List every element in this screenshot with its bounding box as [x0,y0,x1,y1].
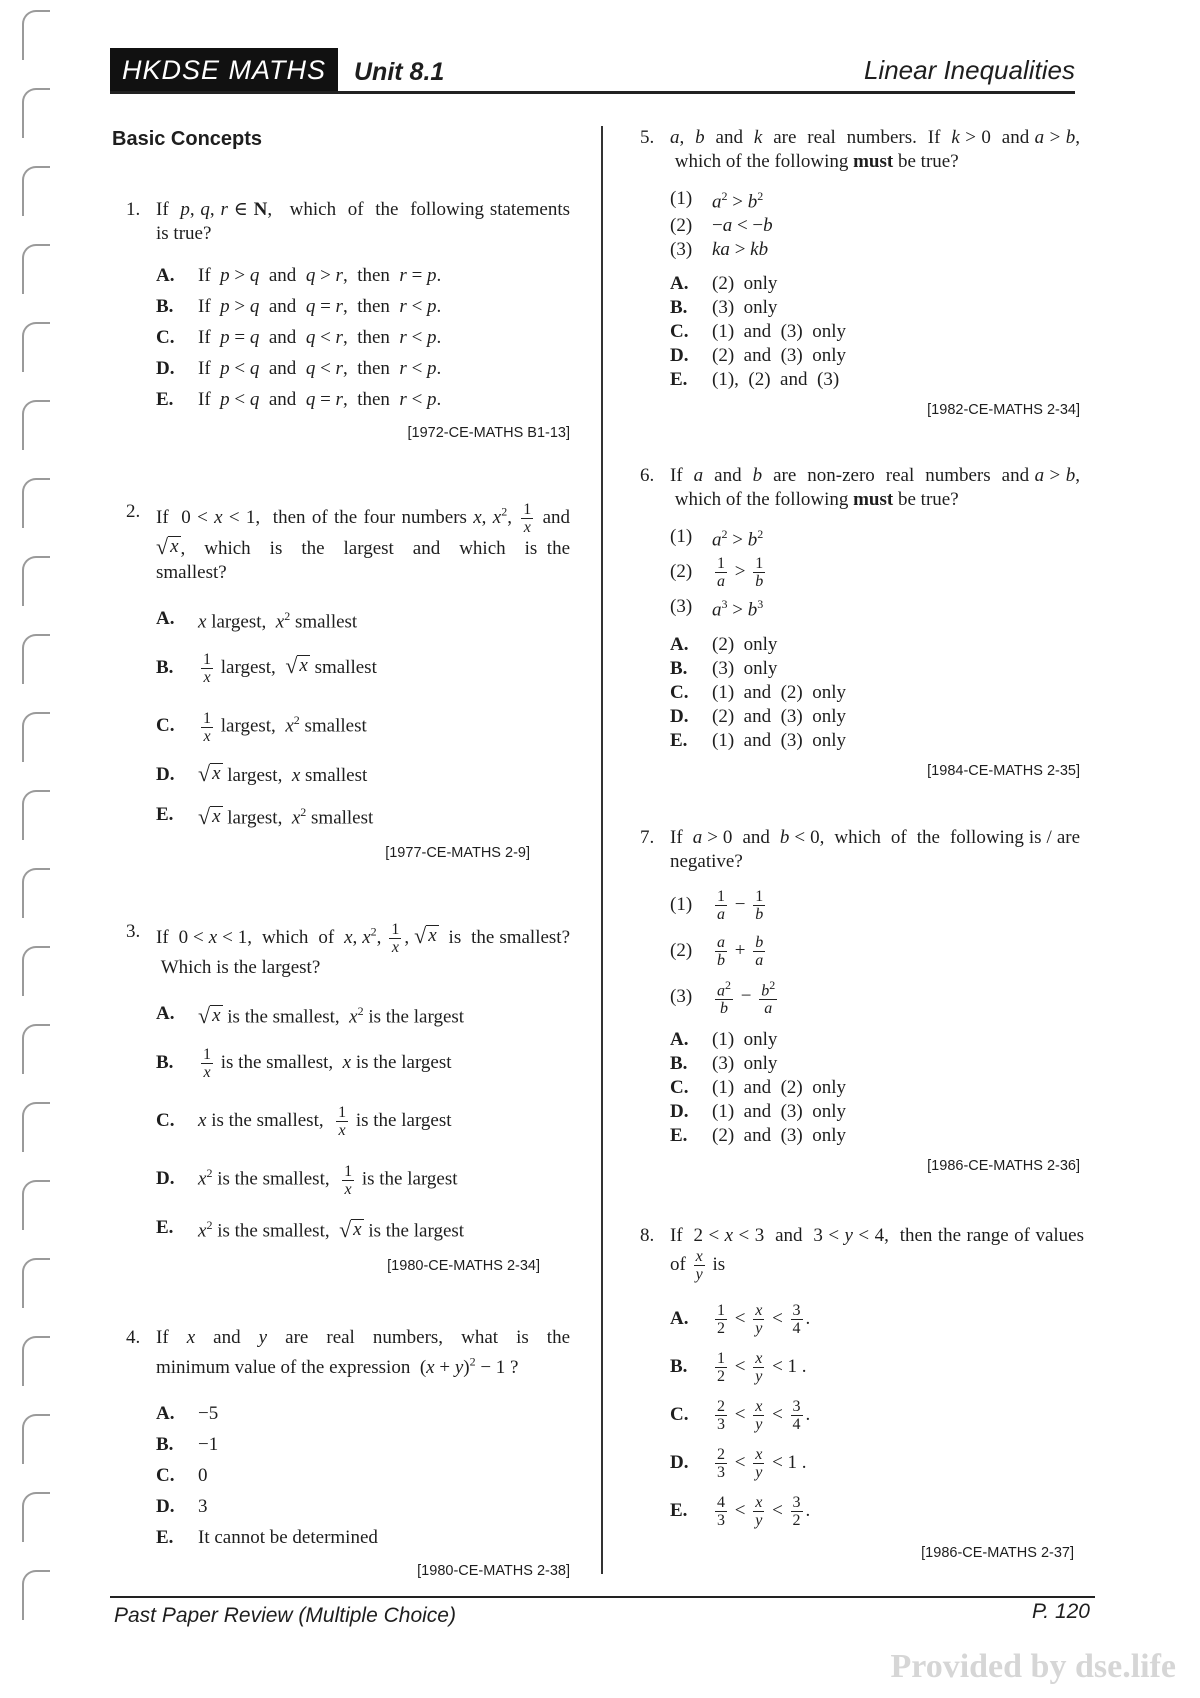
option-letter: A. [670,1308,689,1329]
question-stem [640,826,1080,874]
statement-2: (2) $\frac{a}{b}$ + $\frac{b}{a}$ [670,933,764,969]
binder-ring [22,790,50,840]
source-reference: [1986-CE-MATHS 2-36] [927,1158,1080,1174]
statement-3: (3) ka > kb [670,239,769,261]
option-e[interactable]: E. (1), (2) and (3) [670,369,840,391]
option-letter: C. [156,1110,175,1132]
options [670,633,1080,753]
stem-text: If a and b are non-zero real numbers and a > b, which of the following must be true? [670,465,1081,510]
options [156,994,570,1248]
option-letter: E. [670,1500,688,1521]
option-e[interactable]: E. (2) and (3) only [670,1125,847,1146]
option-e[interactable]: E. $\frac{4}{3}$ < $\frac{x}{y}$ < $\frac{3}{2}$ . [670,1493,811,1529]
option-letter: E. [156,1217,174,1239]
options [156,599,570,835]
option-e[interactable]: E. √ x largest, $x^2$ smallest [156,803,374,829]
source-reference: [1972-CE-MATHS B1-13] [407,425,570,441]
option-b[interactable]: B. (3) only [670,297,778,319]
option-a[interactable] [156,1398,570,1429]
option-a[interactable]: A. (2) only [670,633,778,655]
question-number: 5. [640,127,655,148]
option-letter: C. [156,326,175,348]
option-text: 3 [198,1495,208,1517]
stem-text: If 2 < x < 3 and 3 < y < 4, then the range of values of $\frac{x}{y}$ is [670,1225,1084,1283]
footer-title: Past Paper Review (Multiple Choice) [114,1604,456,1627]
question-3 [126,920,570,1278]
option-letter: B. [156,1052,174,1074]
option-c[interactable]: C. If p = q and q < r, then r < p. [156,326,442,348]
source-reference: [1986-CE-MATHS 2-37] [921,1545,1074,1561]
statement-2: (2) $\frac{1}{a}$ > $\frac{1}{b}$ [670,554,764,590]
binder-ring [22,712,50,762]
option-d[interactable]: D. $\frac{2}{3}$ < $\frac{x}{y}$ < 1 . [670,1445,807,1481]
question-number: 1. [126,199,141,220]
option-letter: D. [156,357,175,379]
question-stem [640,464,1080,512]
option-letter: D. [156,1495,175,1517]
option-letter: C. [670,1404,689,1425]
binder-ring [22,1180,50,1230]
binder-ring [22,868,50,918]
source-reference: [1980-CE-MATHS 2-38] [417,1563,570,1580]
option-e[interactable]: E. If p < q and q = r, then r < p. [156,388,442,410]
page-header [110,48,1075,92]
options [156,1398,570,1553]
question-7 [640,826,1080,1178]
options [670,1028,1080,1148]
option-letter: C. [156,1464,175,1486]
option-letter: A. [156,1402,175,1424]
option-c[interactable]: C. (1) and (2) only [670,681,847,703]
option-letter: A. [156,608,175,630]
stem-text: If a > 0 and b < 0, which of the following is / are negative? [670,827,1081,872]
option-letter: A. [156,1003,175,1025]
page-number: P. 120 [1031,1600,1090,1623]
statement-3: (3) $\frac{a^2}{b}$ − $\frac{b^2}{a}$ [670,977,776,1018]
option-e[interactable]: E. (1) and (3) only [670,729,847,751]
option-a[interactable]: A. x largest, $x^2$ smallest [156,608,358,633]
option-c[interactable] [156,1460,570,1491]
binder-ring [22,556,50,606]
statements [670,184,1080,262]
option-letter: D. [670,1452,689,1473]
option-d[interactable]: D. √ x largest, x smallest [156,760,368,786]
statements [670,882,1080,1020]
stem-text: a, b and k are real numbers. If k > 0 and a > b, which of the following must be true? [670,127,1081,172]
option-b[interactable] [156,1429,570,1460]
option-a[interactable]: A. (1) only [670,1029,778,1050]
binder-ring [22,1102,50,1152]
binder-ring [22,400,50,450]
option-letter: E. [156,804,174,826]
binder-ring [22,244,50,294]
option-b[interactable]: B. (3) only [670,657,778,679]
stem-text: If x and y are real numbers, what is the minimum value of the expression $(x + y)^2 - 1$ ? [156,1327,570,1379]
binder-ring [22,10,50,60]
option-letter: E. [156,388,174,410]
binder-ring [22,166,50,216]
source-reference: [1977-CE-MATHS 2-9] [385,845,530,862]
option-letter: D. [156,764,175,786]
question-4 [126,1326,570,1583]
binder-ring [22,1414,50,1464]
question-stem [126,500,570,585]
option-e[interactable] [156,1522,570,1553]
option-text: It cannot be determined [198,1526,378,1548]
statement-2: (2) −a < −b [670,215,773,237]
option-c[interactable]: C. $\frac{2}{3}$ < $\frac{x}{y}$ < $\frac{3}{4}$ . [670,1397,811,1433]
option-letter: B. [156,657,174,679]
option-a[interactable]: A. $\frac{1}{2}$ < $\frac{x}{y}$ < $\frac{3}{4}$ . [670,1301,811,1337]
question-number: 6. [640,465,655,486]
statement-1: (1) $a^2 > b^2$ [670,188,764,213]
option-c[interactable]: C. (1) and (3) only [670,321,847,343]
statement-3: (3) $a^3 > b^3$ [670,596,764,621]
unit-label: Unit 8.1 [354,58,445,86]
subject-badge: HKDSE MATHS [110,48,338,92]
option-c[interactable]: C. x is the smallest, $\frac{1}{x}$ is the largest [156,1103,452,1139]
option-b[interactable]: B. $\frac{1}{x}$ largest, √ x smallest [156,650,377,686]
option-letter: E. [156,1526,174,1548]
question-2 [126,500,570,865]
binder-ring [22,478,50,528]
binder-ring [22,88,50,138]
binder-ring [22,1336,50,1386]
question-stem [640,126,1080,174]
option-a[interactable]: A. √ x is the smallest, $x^2$ is the largest [156,1002,465,1028]
binder-ring [22,946,50,996]
option-c[interactable]: C. $\frac{1}{x}$ largest, $x^2$ smallest [156,709,367,745]
binder-ring [22,322,50,372]
question-number: 3. [126,921,141,942]
question-stem [640,1224,1084,1283]
statements [670,522,1080,623]
option-d[interactable] [156,1491,570,1522]
option-b[interactable]: B. $\frac{1}{2}$ < $\frac{x}{y}$ < 1 . [670,1349,807,1385]
question-number: 2. [126,501,141,522]
watermark: Provided by dse.life [890,1648,1176,1685]
statement-1: (1) $a^2 > b^2$ [670,526,764,551]
source-reference: [1984-CE-MATHS 2-35] [927,762,1080,779]
option-d[interactable]: D. $x^2$ is the smallest, $\frac{1}{x}$ is the largest [156,1162,458,1198]
question-stem [126,920,570,980]
binder-ring [22,1258,50,1308]
option-a[interactable]: A. If p > q and q > r, then r = p. [156,264,442,286]
option-letter: B. [156,1433,174,1455]
option-letter: D. [156,1168,175,1190]
question-number: 7. [640,827,655,848]
option-b[interactable]: B. $\frac{1}{x}$ is the smallest, x is the largest [156,1045,452,1081]
stem-text: If 0 < x < 1, then of the four numbers x, $x^2$, $\frac{1}{x}$ and √ x , which is the largest and which is the smallest? [156,501,571,584]
binder-ring [22,1024,50,1074]
option-letter: B. [670,1356,688,1377]
option-d[interactable]: D. (1) and (3) only [670,1101,847,1122]
option-letter: A. [156,264,175,286]
question-number: 8. [640,1225,655,1246]
option-letter: B. [156,295,174,317]
question-5 [640,126,1080,422]
topic-title: Linear Inequalities [863,55,1075,85]
question-6 [640,464,1080,783]
option-letter: C. [156,715,175,737]
column-divider [601,126,603,1574]
source-reference: [1982-CE-MATHS 2-34] [927,402,1080,419]
option-c[interactable]: C. (1) and (2) only [670,1077,847,1098]
binder-ring [22,634,50,684]
statement-1: (1) $\frac{1}{a}$ − $\frac{1}{b}$ [670,887,764,923]
option-text: −1 [198,1433,219,1455]
question-8 [640,1224,1084,1565]
option-a[interactable]: A. (2) only [670,273,778,295]
stem-text: If p, q, r ∈ N, which of the following statements is true? [156,199,571,244]
option-d[interactable]: D. (2) and (3) only [670,345,847,367]
section-title: Basic Concepts [112,128,263,150]
options [670,272,1080,392]
source-reference: [1980-CE-MATHS 2-34] [387,1258,540,1275]
question-number: 4. [126,1327,141,1348]
question-stem [126,198,570,246]
option-b[interactable]: B. If p > q and q = r, then r < p. [156,295,442,317]
question-1 [126,198,570,445]
option-b[interactable]: B. (3) only [670,1053,778,1074]
binder-ring [22,1492,50,1542]
stem-text: If 0 < x < 1, which of x, $x^2$, $\frac{1}{x}$ , √ x is the smallest? Which is the largest? [156,921,571,979]
option-text: −5 [198,1402,219,1424]
binder-ring [22,1570,50,1620]
option-d[interactable]: D. If p < q and q < r, then r < p. [156,357,442,379]
option-text: 0 [198,1464,208,1486]
options [670,1295,1084,1535]
options [156,260,570,415]
option-d[interactable]: D. (2) and (3) only [670,705,847,727]
header-rule [110,91,1075,94]
option-e[interactable]: E. $x^2$ is the smallest, √ x is the largest [156,1216,465,1242]
question-stem [126,1326,570,1380]
footer-rule [110,1596,1095,1598]
